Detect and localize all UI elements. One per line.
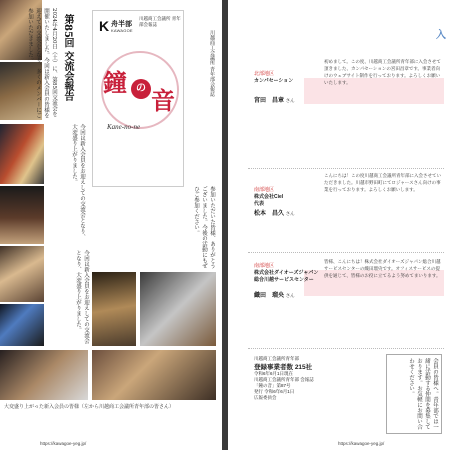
entry-1-name <box>254 95 295 104</box>
colophon-line: 令和6年6月1日現在 <box>254 371 294 376</box>
entry-1-honorific: さん <box>285 98 295 103</box>
section-heading: 入 <box>436 30 446 41</box>
left-page <box>0 0 222 450</box>
event-photo-9 <box>0 350 88 400</box>
colophon-line: 広報委員会 <box>254 395 277 400</box>
entry-1-body: 初めまして。この度、川越商工会議所青年部に入会させて頂きました、カンパセーションの宮田昌章です。事業者向けのウェブサイト制作を行っております。よろしくお願いいたします。 <box>324 59 441 85</box>
entry-1-area: 北部地区 <box>254 71 275 77</box>
colophon-reg-count: 215社 <box>294 364 313 371</box>
event-photo-3 <box>0 124 44 184</box>
divider-3 <box>248 348 444 349</box>
sidebar-vertical-text: 川越商工会議所 青年部会報誌 <box>209 30 215 97</box>
entry-2-body: こんにちは！この度川越商工会議所青年部に入会させていただきました。川越市野田町にてロジャースさん向けの事業を行っております。よろしくお願いします。 <box>324 173 441 192</box>
divider-1 <box>248 168 444 169</box>
footer-url-right[interactable]: https://kawagoe-yeg.jp/ <box>338 441 385 446</box>
entry-2-honorific: さん <box>285 211 295 216</box>
entry-2-name <box>254 208 295 217</box>
title-romaji: Kane-no-ne <box>107 123 141 131</box>
title-char-1: 鐘 <box>103 68 127 97</box>
event-photo-6 <box>0 304 44 346</box>
body-column-a: 今回は新入会員をお迎えしての交流会となり、大変盛り上がりました。 <box>71 124 85 240</box>
notice-box <box>386 354 442 434</box>
body-column-b: 参加いただいた皆様、ありがとうございました。今後の活動にもぜひご参加ください。 <box>193 186 215 269</box>
brand-sub: KAWAGOE <box>111 28 133 33</box>
event-photo-4 <box>0 186 44 244</box>
photo-caption: 大変盛り上がった新入会員の皆様（左から川越商工会議所青年部の皆さん） <box>4 404 175 410</box>
org-name: 川越商工会議所 青年部会報誌 <box>139 16 181 27</box>
colophon-line: 「鐘の音」第87号 <box>254 383 291 388</box>
colophon-registration <box>254 362 350 371</box>
entry-3-honorific: さん <box>285 293 295 298</box>
intro-text: 2024年4月20日（土）に、第85回交流会を開催いたしました。今回は新入会員の皆様を迎えての交流会となり、多くのメンバーにご参加いただきました。 <box>27 8 57 118</box>
entry-2-name-text: 松本 昌久 <box>254 211 285 217</box>
body-column-c: 今回は新入会員をお迎えしての交流会となり、大変盛り上がりました。 <box>75 250 89 344</box>
colophon-publisher: 川越商工会議所青年部 <box>254 356 299 361</box>
entry-1-company: カンパセーション <box>254 78 294 84</box>
colophon-reg-label: 登録事業者数 <box>254 364 293 371</box>
event-photo-7 <box>92 272 136 346</box>
brand-logo <box>96 15 136 39</box>
masthead <box>92 10 184 187</box>
entry-2-company: 株式会社Ciel <box>254 194 284 200</box>
event-photo-10 <box>92 350 216 400</box>
entry-3-company: 株式会社ダイオーズジャパン 総合川越サービスセンター <box>254 270 319 283</box>
entry-2-role: 代表 <box>254 201 265 207</box>
entry-2-area: 南部地区 <box>254 187 275 193</box>
brand-name: 舟半部 <box>111 21 132 28</box>
footer-url[interactable]: https://kawagoe-yeg.jp/ <box>40 441 87 446</box>
notice-text: 会員の皆様へ。青年部では一緒に活動する仲間を募集しております。お気軽にお問い合わせください。 <box>408 358 438 430</box>
entry-3-name <box>254 290 295 299</box>
colophon-line: 発行 令和6年6月1日 <box>254 389 295 394</box>
title-char-2: の <box>131 79 151 99</box>
title-char-3: 音 <box>151 86 175 115</box>
divider-2 <box>248 252 444 253</box>
event-photo-5 <box>0 246 44 302</box>
entry-3-body: 皆様、こんにちは！株式会社ダイオーズジャパン総合川越サービスセンターの織田瑠央です。オフィスサービスの提供を通じて、皆様のお役に立てるよう努めてまいります。 <box>324 259 441 278</box>
colophon <box>254 356 350 401</box>
right-page <box>228 0 450 450</box>
issue-heading-text: 第85回 交流会報告 <box>62 14 73 102</box>
entry-3-name-text: 織田 瑠央 <box>254 293 285 299</box>
entry-1-name-text: 宮田 昌章 <box>254 98 285 104</box>
entry-3-area: 南部地区 <box>254 263 275 269</box>
event-photo-8 <box>140 272 216 346</box>
brand-k-icon: K <box>99 18 110 34</box>
colophon-line: 川越商工会議所青年部 会報誌 <box>254 377 314 382</box>
